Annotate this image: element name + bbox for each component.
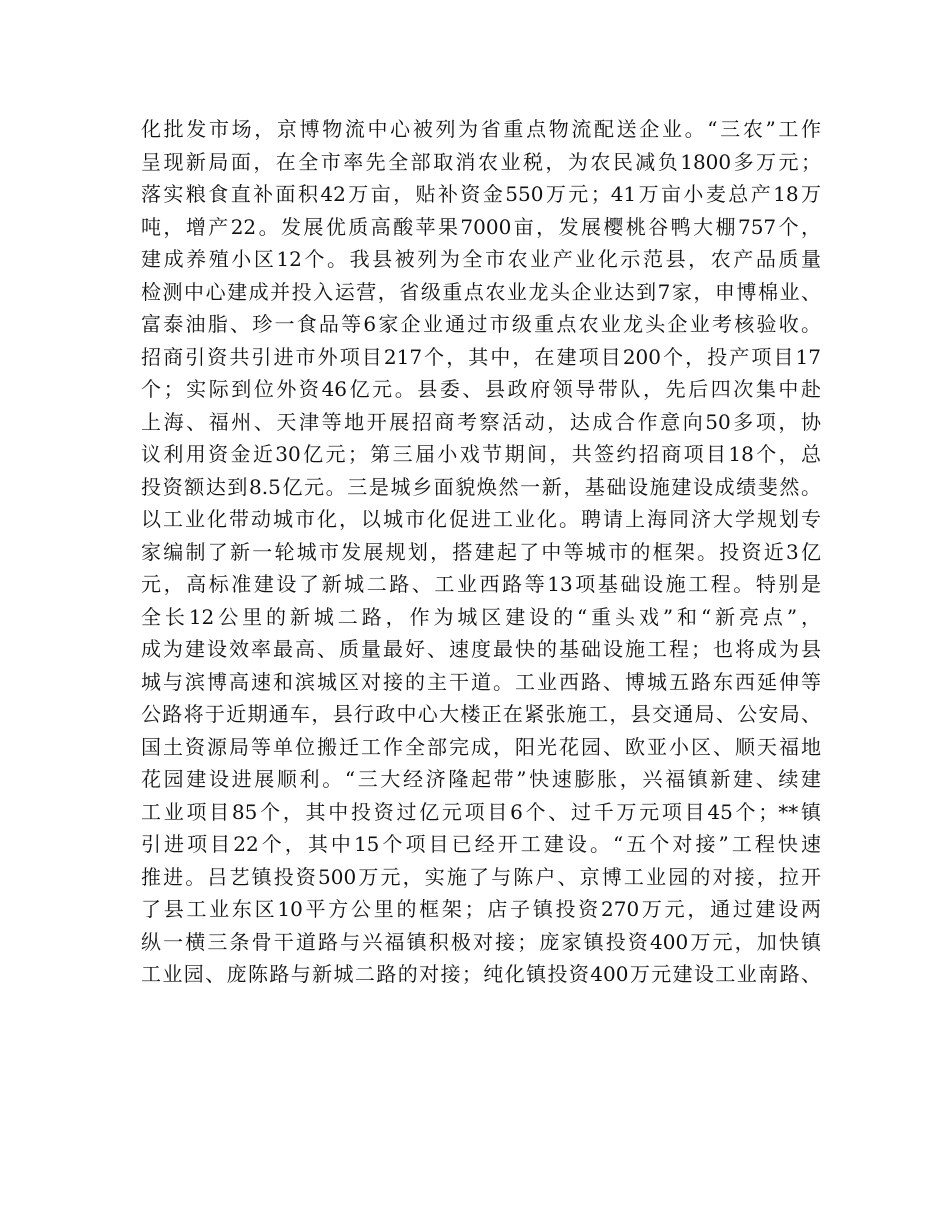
- text-line: 富泰油脂、珍一食品等6家企业通过市级重点农业龙头企业考核验收。: [141, 312, 821, 336]
- text-line: 上海、福州、天津等地开展招商考察活动，达成合作意向50多项，协: [141, 409, 821, 434]
- text-line: 公路将于近期通车，县行政中心大楼正在紧张施工，县交通局、公安局、: [141, 702, 821, 726]
- text-line: 工业项目85个，其中投资过亿元项目6个、过千万元项目45个；**镇: [141, 799, 821, 824]
- text-line: 家编制了新一轮城市发展规划，搭建起了中等城市的框架。投资近3亿: [141, 539, 821, 564]
- text-line: 城与滨博高速和滨城区对接的主干道。工业西路、博城五路东西延伸等: [141, 669, 821, 694]
- text-line: 个；实际到位外资46亿元。县委、县政府领导带队，先后四次集中赴: [141, 377, 821, 401]
- text-line: 工业园、庞陈路与新城二路的对接；纯化镇投资400万元建设工业南路、: [141, 962, 821, 986]
- text-line: 花园建设进展顺利。“三大经济隆起带”快速膨胀，兴福镇新建、续建: [141, 767, 821, 791]
- text-line: 吨，增产22。发展优质高酸苹果7000亩，发展樱桃谷鸭大棚757个，: [141, 214, 821, 239]
- text-line: 议利用资金近30亿元；第三届小戏节期间，共签约招商项目18个，总: [141, 442, 821, 466]
- body-text: [141, 113, 821, 991]
- text-line: 建成养殖小区12个。我县被列为全市农业产业化示范县，农产品质量: [141, 247, 821, 271]
- text-line: 纵一横三条骨干道路与兴福镇积极对接；庞家镇投资400万元，加快镇: [141, 929, 821, 954]
- text-line: 引进项目22个，其中15个项目已经开工建设。“五个对接”工程快速: [141, 832, 821, 856]
- text-line: 元，高标准建设了新城二路、工业西路等13项基础设施工程。特别是: [141, 572, 821, 596]
- text-line: 投资额达到8.5亿元。三是城乡面貌焕然一新，基础设施建设成绩斐然。: [141, 474, 821, 499]
- text-line: 化批发市场，京博物流中心被列为省重点物流配送企业。“三农”工作: [141, 117, 821, 141]
- text-line: 成为建设效率最高、质量最好、速度最快的基础设施工程；也将成为县: [141, 637, 821, 661]
- text-line: 呈现新局面，在全市率先全部取消农业税，为农民减负1800多万元；: [141, 149, 821, 174]
- text-line: 全长12公里的新城二路，作为城区建设的“重头戏”和“新亮点”，: [141, 604, 821, 629]
- text-line: 以工业化带动城市化，以城市化促进工业化。聘请上海同济大学规划专: [141, 507, 821, 531]
- text-line: 推进。吕艺镇投资500万元，实施了与陈户、京博工业园的对接，拉开: [141, 864, 821, 889]
- text-line: 了县工业东区10平方公里的框架；店子镇投资270万元，通过建设两: [141, 897, 821, 921]
- text-line: 国土资源局等单位搬迁工作全部完成，阳光花园、欧亚小区、顺天福地: [141, 734, 821, 759]
- text-line: 落实粮食直补面积42万亩，贴补资金550万元；41万亩小麦总产18万: [141, 182, 821, 206]
- text-line: 招商引资共引进市外项目217个，其中，在建项目200个，投产项目17: [141, 344, 821, 369]
- text-line: 检测中心建成并投入运营，省级重点农业龙头企业达到7家，申博棉业、: [141, 279, 821, 304]
